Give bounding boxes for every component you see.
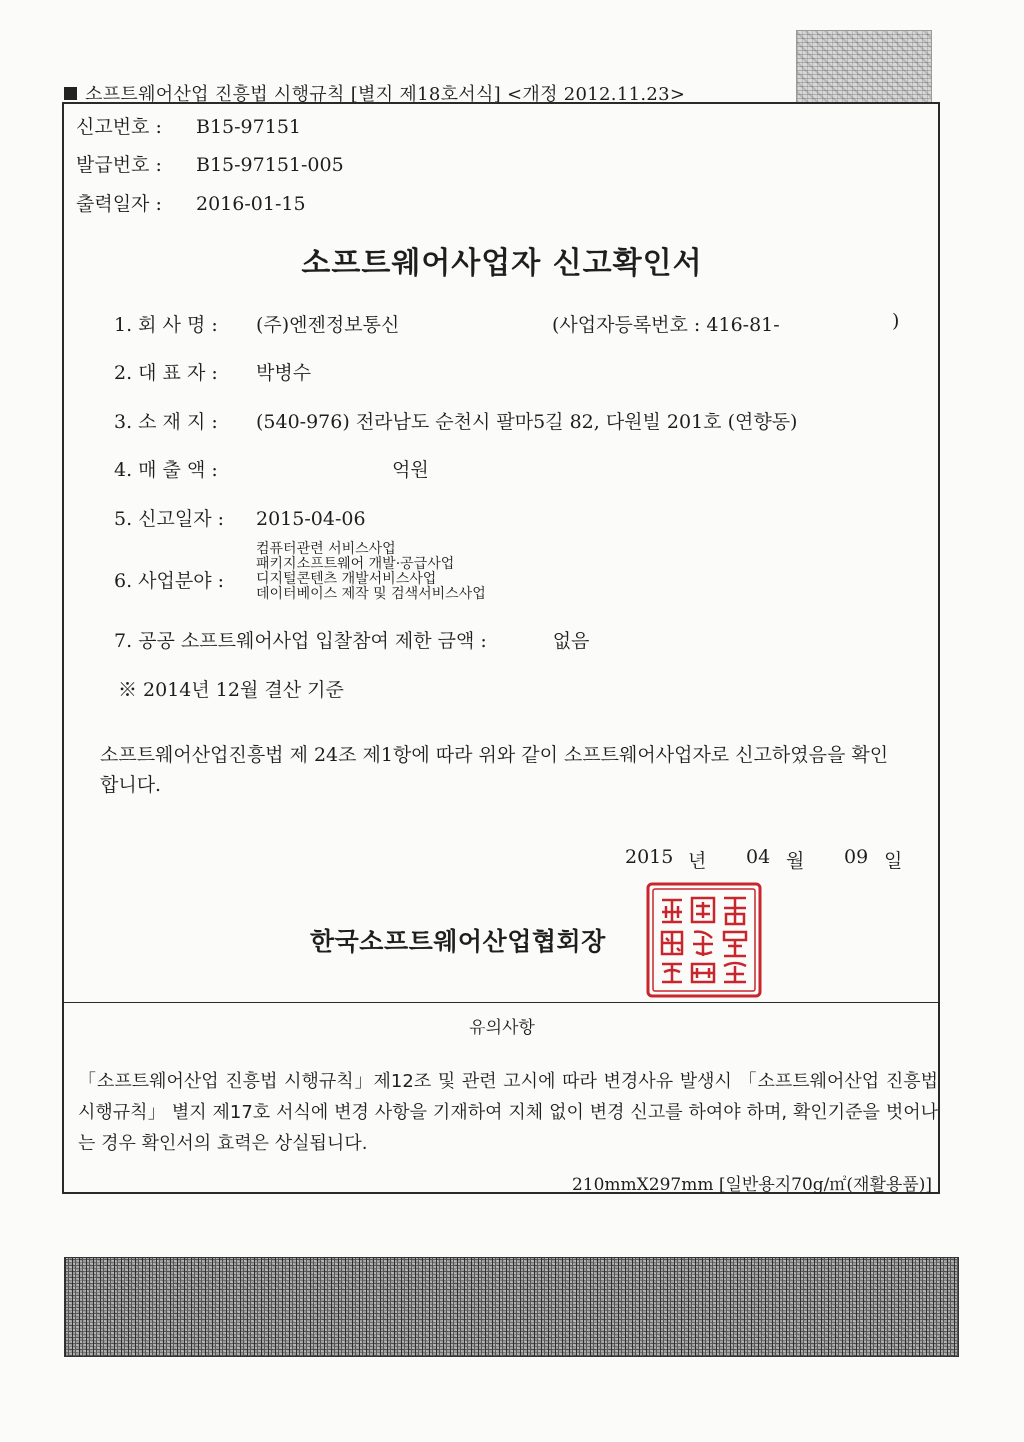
form-reference-text: 소프트웨어산업 진흥법 시행규칙 [별지 제18호서식] <개정 2012.11.23> (85, 84, 686, 105)
security-pattern-top (796, 30, 932, 104)
business-field-item: 데이터베이스 제작 및 검색서비스사업 (256, 586, 486, 602)
company-name-row (114, 310, 399, 337)
issue-day-unit: 일 (884, 850, 903, 872)
print-date-row (76, 189, 306, 216)
business-field-item: 패키지소프트웨어 개발·공급사업 (256, 556, 455, 572)
business-field-list (256, 542, 486, 602)
representative-row (114, 358, 311, 385)
sales: 억원 (392, 459, 429, 481)
business-field-item: 컴퓨터관련 서비스사업 (256, 541, 396, 557)
business-field-label: 6. 사업분야 : (114, 570, 225, 592)
security-barcode (64, 1257, 959, 1357)
bid-limit: 없음 (552, 630, 590, 652)
bid-limit-label: 7. 공공 소프트웨어사업 입찰참여 제한 금액 : (114, 630, 487, 652)
business-reg-label: (사업자등록번호 : (552, 314, 701, 336)
report-date: 2015-04-06 (256, 508, 366, 530)
issue-number-row (76, 150, 344, 177)
sales-label: 4. 매 출 액 : (114, 459, 218, 481)
sales-row (114, 455, 429, 482)
business-registration (552, 310, 900, 337)
company-name: (주)엔젠정보통신 (256, 314, 400, 336)
issue-month: 04 (746, 846, 771, 868)
business-reg-value: 416-81- (706, 314, 780, 336)
address: (540-976) 전라남도 순천시 팔마5길 82, 다원빌 201호 (연향동) (256, 411, 798, 433)
report-number-row (76, 112, 301, 139)
issue-number: B15-97151-005 (196, 154, 344, 176)
square-bullet-icon (64, 87, 77, 100)
official-seal-icon (644, 880, 764, 1000)
business-reg-close: ) (892, 310, 900, 332)
issue-number-label: 발급번호 : (76, 154, 162, 176)
report-number-label: 신고번호 : (76, 116, 162, 138)
bid-limit-row (114, 626, 590, 653)
address-label: 3. 소 재 지 : (114, 411, 218, 433)
issue-year-unit: 년 (688, 850, 707, 872)
notice-divider (64, 1002, 939, 1003)
representative-label: 2. 대 표 자 : (114, 362, 218, 384)
issue-day: 09 (844, 846, 869, 868)
settlement-note: ※ 2014년 12월 결산 기준 (118, 679, 344, 701)
address-row (114, 407, 797, 434)
issuer-name: 한국소프트웨어산업협회장 (310, 927, 606, 956)
issue-month-unit: 월 (786, 850, 805, 872)
report-date-label: 5. 신고일자 : (114, 508, 225, 530)
issue-year: 2015 (625, 846, 674, 868)
report-number: B15-97151 (196, 116, 302, 138)
notice-body: 「소프트웨어산업 진흥법 시행규칙」제12조 및 관련 고시에 따라 변경사유 발생시 「소프트웨어산업 진흥법 시행규칙」 별지 제17호 서식에 변경 사항을 기재하여 지체 없이 변경 신고를 하여야 하며, 확인기준을 벗어나는 경우 확인서의 효력은 상실됩니다. (78, 1071, 938, 1154)
company-name-label: 1. 회 사 명 : (114, 314, 218, 336)
confirmation-text: 소프트웨어산업진흥법 제 24조 제1항에 따라 위와 같이 소프트웨어사업자로 신고하였음을 확인합니다. (100, 744, 889, 796)
report-date-row (114, 504, 366, 531)
print-date: 2016-01-15 (196, 193, 306, 215)
notice-title: 유의사항 (469, 1018, 535, 1038)
document-title: 소프트웨어사업자 신고확인서 (301, 246, 703, 281)
representative: 박병수 (256, 362, 312, 384)
issue-date (0, 846, 1024, 870)
print-date-label: 출력일자 : (76, 193, 162, 215)
business-field-item: 디지털콘텐츠 개발서비스사업 (256, 571, 437, 587)
paper-spec: 210mmX297mm [일반용지70g/㎡(재활용품)] (571, 1175, 932, 1195)
